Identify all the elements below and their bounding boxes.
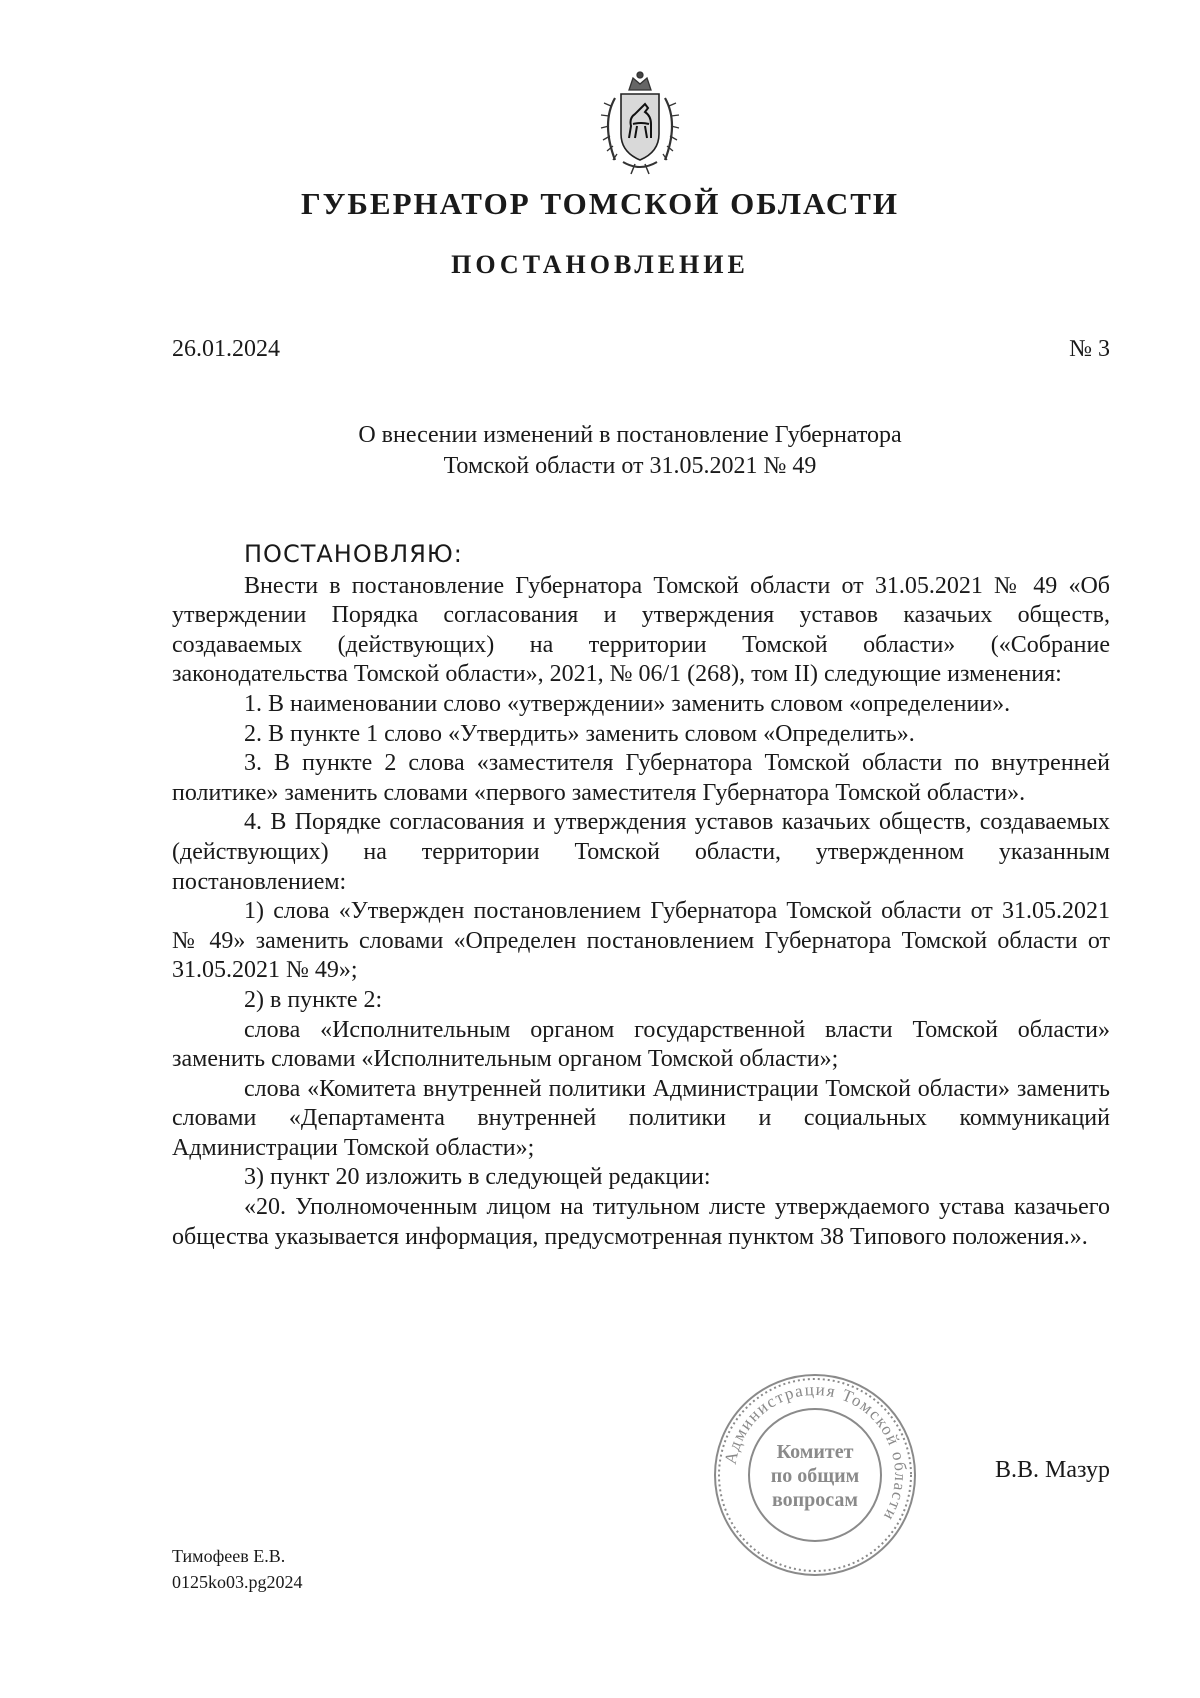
file-code: 0125ko03.pg2024 xyxy=(172,1572,303,1592)
subject-line: Томской области от 31.05.2021 № 49 xyxy=(443,453,817,479)
body-paragraph: 1. В наименовании слово «утверждении» заменить словом «определении». xyxy=(244,690,1011,717)
document-date: 26.01.2024 xyxy=(172,336,280,362)
stamp-text-line: Комитет xyxy=(776,1441,854,1463)
executor-name: Тимофеев Е.В. xyxy=(172,1546,286,1566)
document-body xyxy=(172,540,1110,1252)
issuing-authority-heading: ГУБЕРНАТОР ТОМСКОЙ ОБЛАСТИ xyxy=(300,186,900,221)
subject-line: О внесении изменений в постановление Губернатора xyxy=(358,422,902,448)
document-number: № 3 xyxy=(1069,336,1110,362)
body-paragraph: 2) в пункте 2: xyxy=(244,986,383,1013)
body-paragraph: слова «Исполнительным органом государственной власти Томской области» заменить словами «Исполнительным органом Томской области»; xyxy=(172,1016,1110,1073)
body-paragraph: 4. В Порядке согласования и утверждения уставов казачьих обществ, создаваемых (действующих) на территории Томской области, утвержденном указанным постановлением: xyxy=(172,809,1110,895)
document-subject xyxy=(300,420,960,482)
decree-word: ПОСТАНОВЛЯЮ: xyxy=(244,540,463,568)
official-stamp xyxy=(710,1370,920,1580)
body-paragraph: слова «Комитета внутренней политики Администрации Томской области» заменить словами «Департамента внутренней политики и социальных коммуникаций Администрации Томской области»; xyxy=(172,1075,1110,1161)
stamp-text-line: по общим xyxy=(770,1465,860,1487)
body-paragraph: 2. В пункте 1 слово «Утвердить» заменить словом «Определить». xyxy=(244,720,915,747)
document-type-heading: ПОСТАНОВЛЕНИЕ xyxy=(451,250,749,279)
stamp-ring-text: Администрация Томской области xyxy=(720,1379,911,1525)
body-paragraph: 3) пункт 20 изложить в следующей редакции: xyxy=(244,1164,711,1191)
body-paragraph: 3. В пункте 2 слова «заместителя Губернатора Томской области по внутренней политике» заменить словами «первого заместителя Губернатора Томской области». xyxy=(172,750,1110,806)
body-paragraph: 1) слова «Утвержден постановлением Губернатора Томской области от 31.05.2021 № 49» заменить словами «Определен постановлением Губернатора Томской области от 31.05.2021 № 49»; xyxy=(172,898,1110,984)
signer-name: В.В. Мазур xyxy=(995,1457,1110,1483)
stamp-text-line: вопросам xyxy=(771,1489,859,1511)
body-paragraph: Внести в постановление Губернатора Томской области от 31.05.2021 № 49 «Об утверждении Порядка согласования и утверждения уставов казачьих обществ, создаваемых (действующих) на территории Томской области» («Собрание законодательства Томской области», 2021, № 06/1 (268), том II) следующие изменения: xyxy=(172,572,1110,688)
coat-of-arms-emblem xyxy=(585,68,695,178)
body-paragraph: «20. Уполномоченным лицом на титульном листе утверждаемого устава казачьего общества указывается информация, предусмотренная пунктом 38 Типового положения.». xyxy=(172,1194,1110,1250)
executor-info xyxy=(172,1543,303,1595)
